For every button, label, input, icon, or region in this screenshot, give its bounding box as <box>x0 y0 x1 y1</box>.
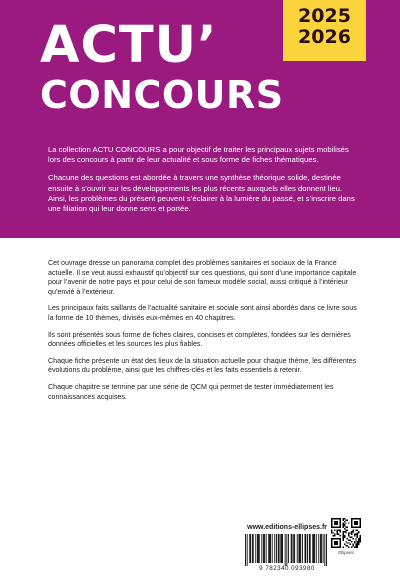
qr-module <box>357 542 358 543</box>
qr-module <box>344 521 345 522</box>
barcode-bar <box>245 534 246 566</box>
qr-module <box>345 527 346 528</box>
qr-module <box>331 532 332 533</box>
qr-module <box>338 529 339 530</box>
qr-module <box>344 524 345 525</box>
qr-module <box>331 531 332 532</box>
qr-module <box>354 542 355 543</box>
qr-module <box>357 544 358 545</box>
qr-module <box>357 537 358 538</box>
qr-module <box>342 518 343 519</box>
qr-module <box>337 531 338 532</box>
qr-module <box>342 527 343 528</box>
barcode-bar <box>268 534 269 563</box>
qr-module <box>355 544 356 545</box>
qr-module <box>331 529 332 530</box>
barcode-bar <box>266 534 267 563</box>
qr-module <box>347 542 348 543</box>
barcode-bar <box>324 534 325 566</box>
qr-module <box>344 525 345 526</box>
qr-module <box>348 542 349 543</box>
qr-module <box>357 541 358 542</box>
qr-module <box>354 541 355 542</box>
cover-banner <box>0 0 400 238</box>
qr-module <box>355 545 356 546</box>
qr-module <box>354 547 355 548</box>
description-paragraph: Cet ouvrage dresse un panorama complet des problèmes sanitaires et sociaux de la France actuelle. Il se veut aussi exhaustif qu’objectif sur ces questions, qui sont d’une importance capitale pour l’avenir de notre pays et pour celui de son fameux modèle social, aussi critiqué à l’intérieur qu’envié à l’extérieur. <box>48 259 357 296</box>
barcode-bar <box>281 534 282 563</box>
barcode-bar <box>247 534 248 566</box>
qr-module <box>355 538 356 539</box>
qr-module <box>355 529 356 530</box>
barcode-bar <box>305 534 306 563</box>
barcode-bar <box>299 534 300 563</box>
qr-module <box>345 545 346 546</box>
qr-module <box>332 535 333 536</box>
barcode-bar <box>249 534 250 563</box>
qr-module <box>358 541 359 542</box>
qr-module <box>357 547 358 548</box>
description-paragraph: Chaque fiche présente un état des lieux de la situation actuelle pour chaque thème, les différentes évolutions du problème, ainsi que les chiffres-clés et les faits essentiels à retenir. <box>48 356 357 375</box>
barcode-bar <box>312 534 313 563</box>
qr-module <box>340 529 341 530</box>
qr-module <box>345 519 346 520</box>
qr-module <box>358 532 359 533</box>
qr-module <box>342 525 343 526</box>
barcode-bar <box>280 534 281 563</box>
barcode-bar <box>313 534 314 563</box>
barcode-bar <box>285 534 286 566</box>
qr-caption: Ellipses <box>338 550 354 555</box>
qr-module <box>351 531 352 532</box>
collection-paragraph: Chacune des questions est abordée à travers une synthèse théorique solide, destinée ensuite à s’ouvrir sur les développements les plus récents auxquels elles donnent lieu. Ainsi, les problèmes du présent peuvent s’éclairer à la lumière du passé, et s’inscrire dans une filiation qui leur donne sens et portée. <box>48 173 355 214</box>
publisher-website: www.editions-ellipses.fr <box>247 524 327 531</box>
barcode-bar <box>258 534 259 563</box>
qr-module <box>345 529 346 530</box>
barcode-bar <box>318 534 319 563</box>
qr-module <box>342 522 343 523</box>
qr-module <box>358 531 359 532</box>
qr-module <box>345 531 346 532</box>
qr-module <box>350 539 351 540</box>
barcode-bar <box>293 534 294 563</box>
qr-module <box>357 532 358 533</box>
qr-module <box>354 534 355 535</box>
qr-module <box>342 538 343 539</box>
barcode-bar <box>302 534 303 563</box>
barcode-bar <box>292 534 293 563</box>
barcode-bar <box>314 534 315 563</box>
barcode-bar <box>252 534 253 563</box>
qr-module <box>355 539 356 540</box>
barcode-bar <box>316 534 317 563</box>
book-description <box>48 259 362 409</box>
qr-module <box>340 531 341 532</box>
qr-module <box>352 529 353 530</box>
barcode-bar <box>269 534 270 563</box>
barcode-bar <box>310 534 311 563</box>
edition-year-badge <box>283 0 366 61</box>
qr-module <box>337 529 338 530</box>
qr-module <box>348 534 349 535</box>
qr-module <box>348 539 349 540</box>
barcode-bar <box>323 534 324 563</box>
logo-line-actu: ACTU’ <box>40 16 218 75</box>
barcode-bar <box>321 534 322 563</box>
qr-module <box>344 518 345 519</box>
qr-module <box>347 527 348 528</box>
qr-module <box>360 537 361 538</box>
qr-module <box>357 534 358 535</box>
qr-module <box>345 541 346 542</box>
barcode-bar <box>259 534 260 563</box>
qr-module <box>352 545 353 546</box>
barcode-bar <box>297 534 298 563</box>
barcode-bar <box>261 534 262 563</box>
qr-module <box>354 521 358 525</box>
isbn-number: 9 782340 093980 <box>259 565 315 572</box>
qr-module <box>344 535 345 536</box>
qr-module <box>358 539 359 540</box>
isbn-barcode <box>245 534 327 566</box>
qr-module <box>342 531 343 532</box>
barcode-bar <box>253 534 254 563</box>
qr-module <box>357 535 358 536</box>
description-paragraph: Ils sont présentés sous forme de fiches claires, concises et complètes, fondées sur les dernières données officielles et les sources les plus fiables. <box>48 330 351 349</box>
qr-module <box>355 534 356 535</box>
qr-module <box>347 529 348 530</box>
barcode-bar <box>250 534 251 563</box>
qr-module <box>344 544 345 545</box>
qr-module <box>345 522 346 523</box>
qr-module <box>332 532 333 533</box>
qr-module <box>342 524 343 525</box>
qr-module <box>344 531 345 532</box>
barcode-bar <box>307 534 308 563</box>
qr-module <box>347 519 348 520</box>
qr-module <box>337 534 338 535</box>
qr-module <box>357 529 358 530</box>
qr-module <box>352 544 353 545</box>
barcode-bar <box>264 534 265 563</box>
barcode-bar <box>288 534 289 563</box>
qr-module <box>334 521 338 525</box>
barcode-bar <box>272 534 273 563</box>
qr-module <box>351 537 352 538</box>
barcode-bar <box>257 534 258 563</box>
barcode-bar <box>270 534 271 563</box>
qr-module <box>340 535 341 536</box>
qr-module <box>360 541 361 542</box>
qr-module <box>337 532 338 533</box>
qr-code <box>331 518 361 548</box>
qr-module <box>344 537 345 538</box>
barcode-bar <box>282 534 283 563</box>
qr-module <box>358 538 359 539</box>
qr-module <box>352 531 353 532</box>
qr-module <box>354 535 355 536</box>
edition-year-start: 2025 <box>298 5 351 27</box>
qr-module <box>342 519 343 520</box>
barcode-bar <box>300 534 301 563</box>
collection-paragraph: La collection ACTU CONCOURS a pour objectif de traiter les principaux sujets mobilisés lors des concours à partir de leur actualité et sous forme de fiches thématiques. <box>48 145 349 165</box>
qr-module <box>358 542 359 543</box>
qr-module <box>348 535 349 536</box>
qr-module <box>334 534 335 535</box>
qr-module <box>351 532 352 533</box>
barcode-bar <box>294 534 295 563</box>
qr-module <box>360 535 361 536</box>
barcode-bar <box>305 534 306 563</box>
barcode-bar <box>255 534 256 563</box>
qr-module <box>348 547 349 548</box>
qr-module <box>351 534 352 535</box>
qr-module <box>342 547 343 548</box>
qr-module <box>357 545 358 546</box>
qr-module <box>334 541 338 545</box>
qr-module <box>334 529 335 530</box>
description-paragraph: Chaque chapitre se termine par une série de QCM qui permet de tester immédiatement les connaissances acquises. <box>48 382 334 401</box>
qr-module <box>342 532 343 533</box>
logo-line-concours: CONCOURS <box>40 73 284 117</box>
qr-module <box>344 528 345 529</box>
qr-module <box>351 541 352 542</box>
barcode-bar <box>274 534 275 563</box>
qr-module <box>338 534 339 535</box>
qr-module <box>342 534 343 535</box>
collection-description <box>48 145 360 222</box>
collection-logo <box>40 16 284 117</box>
qr-module <box>342 539 343 540</box>
barcode-bar <box>320 534 321 563</box>
qr-module <box>350 544 351 545</box>
description-paragraph: Les principaux faits saillants de l’actualité sanitaire et sociale sont ainsi abordés dans ce livre sous la forme de 10 thèmes, divisés eux-mêmes en 40 chapitres. <box>48 304 357 322</box>
qr-module <box>352 538 353 539</box>
barcode-bar <box>299 534 300 563</box>
qr-module <box>342 535 343 536</box>
barcode-bar <box>276 534 277 563</box>
barcode-bar <box>286 534 287 566</box>
barcode-bar <box>263 534 264 563</box>
qr-module <box>360 539 361 540</box>
qr-module <box>348 522 349 523</box>
qr-module <box>347 545 348 546</box>
barcode-bar <box>309 534 310 563</box>
edition-year-end: 2026 <box>298 26 351 48</box>
qr-module <box>355 547 356 548</box>
qr-module <box>350 537 351 538</box>
qr-module <box>342 537 343 538</box>
qr-module <box>347 538 348 539</box>
qr-module <box>350 532 351 533</box>
qr-module <box>358 544 359 545</box>
qr-module <box>334 535 335 536</box>
qr-module <box>360 538 361 539</box>
barcode-bar <box>278 534 279 563</box>
barcode-bar <box>279 534 280 563</box>
qr-module <box>345 532 346 533</box>
barcode-bar <box>291 534 292 563</box>
qr-module <box>351 547 352 548</box>
qr-module <box>348 532 349 533</box>
barcode-bar <box>326 534 327 566</box>
